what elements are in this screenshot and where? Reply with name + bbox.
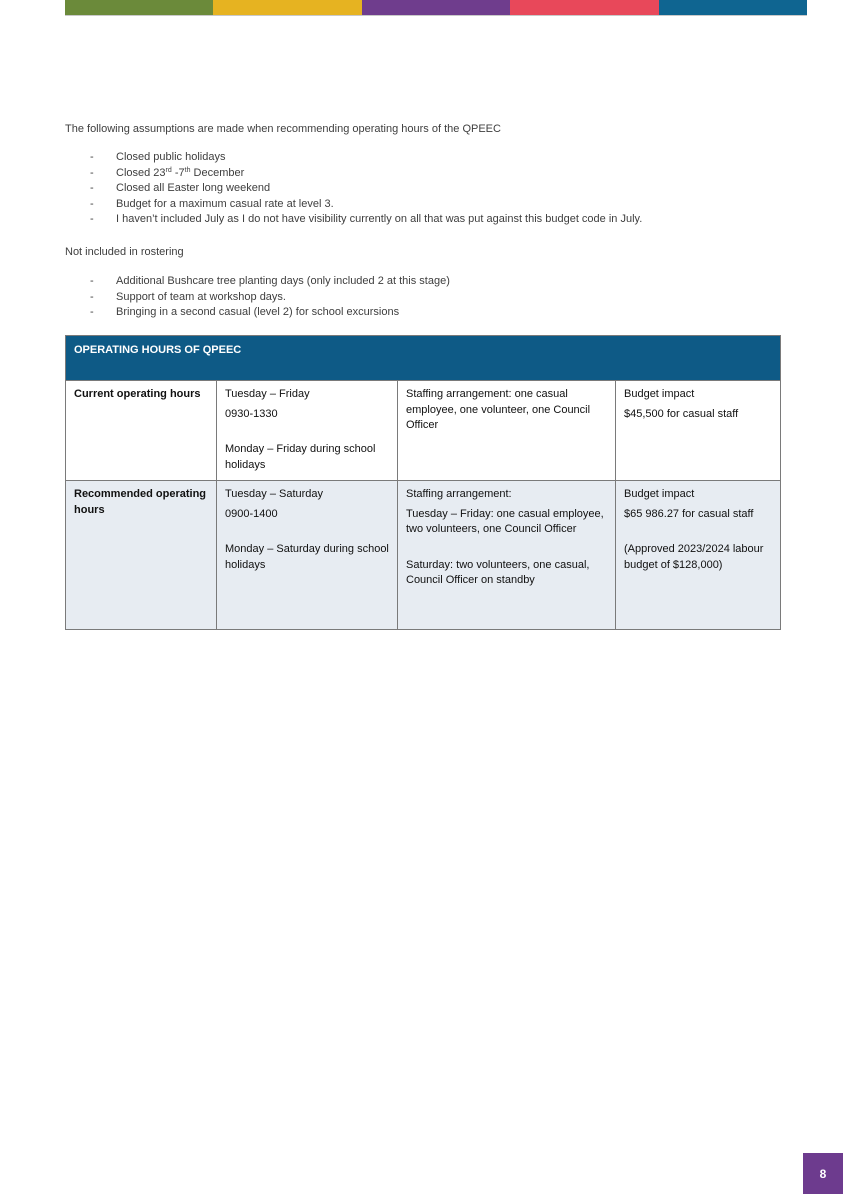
- item-text: Budget for a maximum casual rate at level 3.: [116, 197, 334, 210]
- strip-segment-yellow: [213, 0, 361, 15]
- item-text: -7: [171, 166, 185, 179]
- item-text: I haven’t included July as I do not have visibility currently on all that was put against this budget code in July.: [116, 213, 643, 225]
- table-row: [66, 381, 781, 481]
- hours-time: 0900-1400: [225, 507, 278, 520]
- staffing-saturday: Saturday: two volunteers, one casual, Council Officer on standby: [406, 558, 590, 586]
- budget-amount: $65 986.27 for casual staff: [624, 507, 754, 520]
- row-label: Current operating hours: [74, 388, 201, 400]
- strip-segment-blue: [659, 0, 807, 15]
- hours-days: Tuesday – Friday: [225, 388, 310, 400]
- dash-bullet: -: [90, 275, 94, 287]
- budget-amount: $45,500 for casual staff: [624, 407, 739, 420]
- page-number: 8: [819, 1166, 827, 1181]
- list-item: [90, 150, 642, 166]
- dash-bullet: -: [90, 166, 94, 179]
- list-item: [90, 290, 450, 306]
- list-item: [90, 197, 642, 213]
- superscript: rd: [165, 166, 172, 174]
- budget-cell: [616, 481, 781, 630]
- item-text: Bringing in a second casual (level 2) for school excursions: [116, 306, 400, 318]
- hours-cell: [217, 481, 398, 630]
- strip-segment-green: [65, 0, 213, 15]
- superscript: th: [184, 166, 191, 174]
- strip-segment-purple: [362, 0, 510, 15]
- budget-heading: Budget impact: [624, 488, 695, 500]
- item-text: Support of team at workshop days.: [116, 290, 286, 303]
- assumptions-list: [90, 150, 642, 228]
- dash-bullet: -: [90, 306, 94, 318]
- table-row: [66, 481, 781, 630]
- table-title: OPERATING HOURS OF QPEEC: [66, 336, 781, 381]
- dash-bullet: -: [90, 151, 94, 163]
- staffing-heading: Staffing arrangement:: [406, 488, 512, 500]
- list-item: [90, 274, 450, 290]
- item-text: Closed 23: [116, 166, 166, 179]
- dash-bullet: -: [90, 213, 94, 225]
- header-color-strip: [65, 0, 807, 15]
- not-included-heading: Not included in rostering: [65, 246, 184, 258]
- strip-segment-red: [510, 0, 658, 15]
- assumptions-intro: The following assumptions are made when recommending operating hours of the QPEEC: [65, 123, 501, 135]
- page-number-badge: [803, 1153, 843, 1194]
- hours-days: Tuesday – Saturday: [225, 488, 324, 500]
- budget-note: (Approved 2023/2024 labour budget of $128,000): [624, 543, 764, 571]
- list-item: [90, 181, 642, 197]
- row-label: Recommended operating hours: [74, 488, 207, 516]
- hours-holidays: Monday – Saturday during school holidays: [225, 543, 389, 571]
- hours-time: 0930-1330: [225, 407, 278, 420]
- dash-bullet: -: [90, 290, 94, 303]
- operating-hours-table: [65, 335, 781, 630]
- hours-cell: [217, 381, 398, 481]
- item-text: Closed all Easter long weekend: [116, 182, 271, 194]
- item-text: Additional Bushcare tree planting days (only included 2 at this stage): [116, 275, 450, 287]
- staffing-weekday: Tuesday – Friday: one casual employee, two volunteers, one Council Officer: [406, 507, 604, 535]
- operating-hours-table-wrap: [65, 335, 780, 630]
- budget-heading: Budget impact: [624, 388, 695, 400]
- list-item: [90, 166, 642, 182]
- list-item: [90, 305, 450, 321]
- row-label-cell: [66, 381, 217, 481]
- hours-holidays: Monday – Friday during school holidays: [225, 443, 376, 471]
- dash-bullet: -: [90, 197, 94, 210]
- not-included-list: [90, 274, 450, 321]
- staffing-text: Staffing arrangement: one casual employee, one volunteer, one Council Officer: [406, 388, 591, 431]
- strip-underline: [65, 15, 807, 16]
- item-text: Closed public holidays: [116, 151, 226, 163]
- list-item: [90, 212, 642, 228]
- staffing-cell: [398, 481, 616, 630]
- item-text: December: [190, 166, 245, 179]
- budget-cell: [616, 381, 781, 481]
- dash-bullet: -: [90, 182, 94, 194]
- row-label-cell: [66, 481, 217, 630]
- staffing-cell: [398, 381, 616, 481]
